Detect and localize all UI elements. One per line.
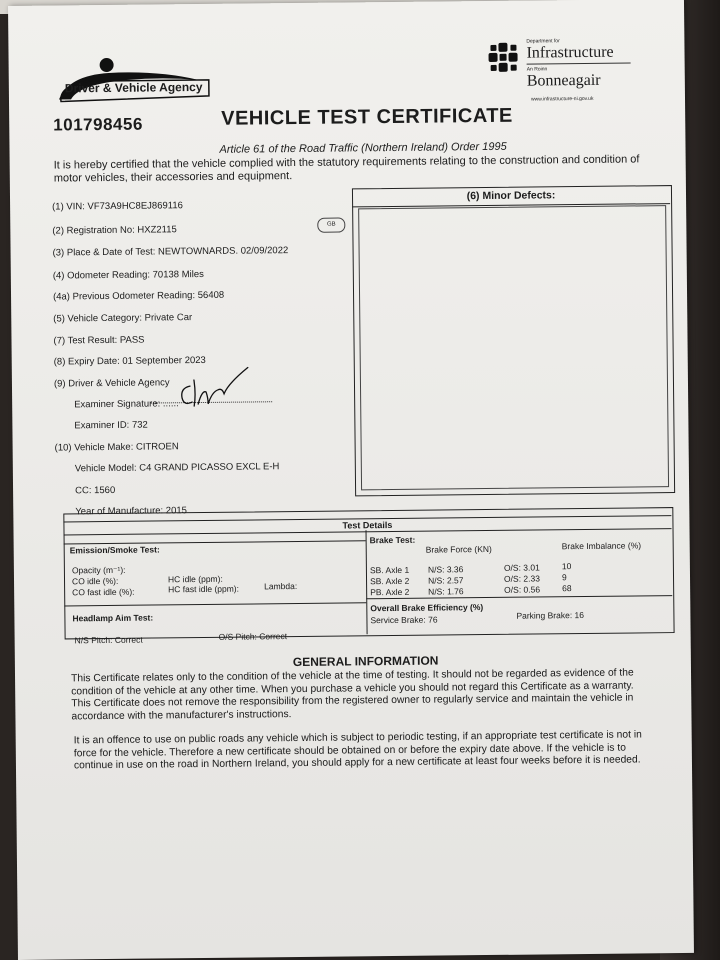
minor-defects-area	[358, 205, 669, 490]
dept-for-label: Department for	[526, 38, 560, 45]
field-year-of-manufacture: Year of Manufacture: 2015	[75, 505, 187, 518]
ns-pitch: N/S Pitch: Correct	[74, 634, 143, 646]
axle-imbalance: 9	[561, 572, 567, 583]
field-cc: CC: 1560	[75, 484, 116, 497]
service-brake: Service Brake: 76	[370, 614, 438, 626]
axle-os: O/S: 2.33	[503, 573, 540, 584]
dept-bonneagair: Bonneagair	[526, 71, 601, 90]
brake-imbalance-heading: Brake Imbalance (%)	[561, 540, 642, 552]
co-idle-label: CO idle (%):	[71, 575, 119, 587]
dept-infrastructure: Infrastructure	[526, 43, 614, 62]
axle-label: SB. Axle 1	[369, 564, 410, 576]
co-fast-idle-label: CO fast idle (%):	[72, 586, 135, 598]
axle-os: O/S: 0.56	[504, 584, 541, 595]
headlamp-heading: Headlamp Aim Test:	[72, 612, 154, 624]
axle-imbalance: 68	[562, 583, 572, 594]
parking-brake: Parking Brake: 16	[516, 610, 585, 621]
general-information-heading: GENERAL INFORMATION	[292, 653, 439, 670]
axle-label: SB. Axle 2	[369, 575, 410, 587]
hc-fast-idle-label: HC fast idle (ppm):	[168, 583, 240, 595]
certify-statement: It is hereby certified that the vehicle complied with the statutory requirements relating to the construction and condition of motor vehicles, their accessories and equipment.	[53, 153, 640, 185]
efficiency-heading: Overall Brake Efficiency (%)	[370, 602, 484, 614]
lambda-label: Lambda:	[264, 581, 298, 592]
field-previous-odometer: (4a) Previous Odometer Reading: 56408	[52, 289, 225, 303]
field-examiner-signature: Examiner Signature: ......	[74, 398, 179, 411]
general-paragraph-2: It is an offence to use on public roads any vehicle which is subject to periodic testing, if an appropriate test certificate is not in force for the vehicle. Therefore a new certificate should be obtained on or before the expiry date above. If the vehicle is to continue in use on the road in Northern Ireland, you should apply for a new certificate at least four weeks before it is needed.	[73, 729, 642, 772]
department-crest-icon	[486, 41, 520, 75]
agency-logo-text: Driver & Vehicle Agency	[64, 79, 203, 96]
emission-heading: Emission/Smoke Test:	[69, 544, 160, 556]
field-examiner-id: Examiner ID: 732	[74, 419, 148, 432]
certificate-number: 101798456	[53, 114, 143, 135]
certificate-paper	[8, 0, 694, 960]
field-place-date: (3) Place & Date of Test: NEWTOWNARDS. 02/09/2022	[52, 245, 289, 259]
hc-idle-label: HC idle (ppm):	[167, 573, 223, 585]
dept-url: www.infrastructure-ni.gov.uk	[530, 95, 594, 103]
opacity-label: Opacity (m⁻¹):	[71, 564, 126, 576]
field-vehicle-make: (10) Vehicle Make: CITROEN	[54, 441, 179, 454]
an-roinn-label: An Roinn	[526, 66, 548, 73]
general-paragraph-1: This Certificate relates only to the condition of the vehicle at the time of testing. It should not be regarded as evidence of the condition of the vehicle at any other time. When you purchase a vehicle you should not regard this Certificate as a warranty. This Certificate does not remove the responsibility from the registered owner to regularly service and maintain the vehicle in accordance with the manufacturer's instructions.	[70, 667, 634, 722]
axle-os: O/S: 3.01	[503, 562, 540, 573]
axle-ns: N/S: 1.76	[428, 586, 464, 597]
brake-test-heading: Brake Test:	[369, 534, 416, 546]
axle-label: PB. Axle 2	[370, 586, 410, 598]
field-vehicle-category: (5) Vehicle Category: Private Car	[53, 312, 193, 325]
brake-force-heading: Brake Force (KN)	[425, 543, 492, 555]
field-vehicle-model: Vehicle Model: C4 GRAND PICASSO EXCL E-H	[74, 461, 280, 475]
field-expiry-date: (8) Expiry Date: 01 September 2023	[53, 354, 206, 368]
axle-imbalance: 10	[561, 561, 572, 572]
field-agency: (9) Driver & Vehicle Agency	[53, 377, 170, 390]
field-test-result: (7) Test Result: PASS	[53, 334, 145, 347]
field-registration: (2) Registration No: HXZ2115	[52, 224, 177, 237]
os-pitch: O/S Pitch: Correct	[218, 631, 288, 642]
page-title: VEHICLE TEST CERTIFICATE	[221, 104, 513, 130]
axle-ns: N/S: 3.36	[427, 564, 464, 575]
legal-article: Article 61 of the Road Traffic (Northern Ireland) Order 1995	[219, 140, 507, 156]
axle-ns: N/S: 2.57	[427, 575, 464, 586]
field-odometer: (4) Odometer Reading: 70138 Miles	[52, 268, 204, 282]
gb-badge: GB	[317, 217, 345, 232]
logo-divider	[527, 62, 631, 64]
test-details-heading: Test Details	[63, 515, 671, 535]
minor-defects-heading: (6) Minor Defects:	[352, 185, 670, 207]
handwritten-signature	[172, 363, 252, 410]
field-vin: (1) VIN: VF73A9HC8EJ869116	[52, 200, 183, 213]
